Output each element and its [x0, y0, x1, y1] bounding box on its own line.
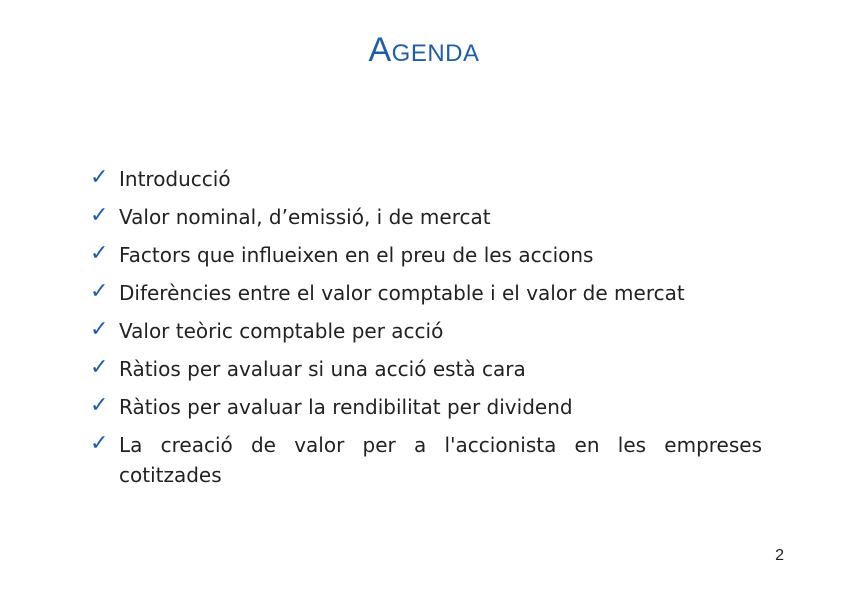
check-icon: ✓ [90, 165, 109, 190]
agenda-item-diferencies [90, 278, 762, 308]
check-icon: ✓ [90, 317, 109, 342]
check-icon: ✓ [90, 203, 109, 228]
agenda-item-ratios-cara [90, 354, 762, 384]
check-icon: ✓ [90, 355, 109, 380]
check-icon: ✓ [90, 393, 109, 418]
agenda-item-text: Introducció [119, 167, 231, 191]
check-icon: ✓ [90, 241, 109, 266]
agenda-item-text: Valor nominal, d’emissió, i de mercat [119, 205, 491, 229]
agenda-item-valor-nominal [90, 202, 762, 232]
check-icon: ✓ [90, 431, 109, 456]
slide-title-text: Agenda [368, 31, 480, 69]
agenda-list [90, 164, 762, 498]
check-icon: ✓ [90, 279, 109, 304]
agenda-item-ratios-dividend [90, 392, 762, 422]
agenda-item-text: Factors que influeixen en el preu de les accions [119, 243, 594, 267]
page-number: 2 [775, 547, 784, 564]
agenda-item-creacio-valor [90, 430, 762, 490]
agenda-item-factors [90, 240, 762, 270]
agenda-item-text: Ràtios per avaluar si una acció està cara [119, 357, 526, 381]
agenda-item-text: La creació de valor per a l'accionista en les empreses cotitzades [119, 433, 762, 487]
agenda-item-text: Diferències entre el valor comptable i el valor de mercat [119, 281, 685, 305]
agenda-item-text: Valor teòric comptable per acció [119, 319, 444, 343]
agenda-item-text: Ràtios per avaluar la rendibilitat per dividend [119, 395, 573, 419]
agenda-item-introduccio [90, 164, 762, 194]
slide-title [0, 30, 848, 70]
agenda-item-valor-teoric [90, 316, 762, 346]
